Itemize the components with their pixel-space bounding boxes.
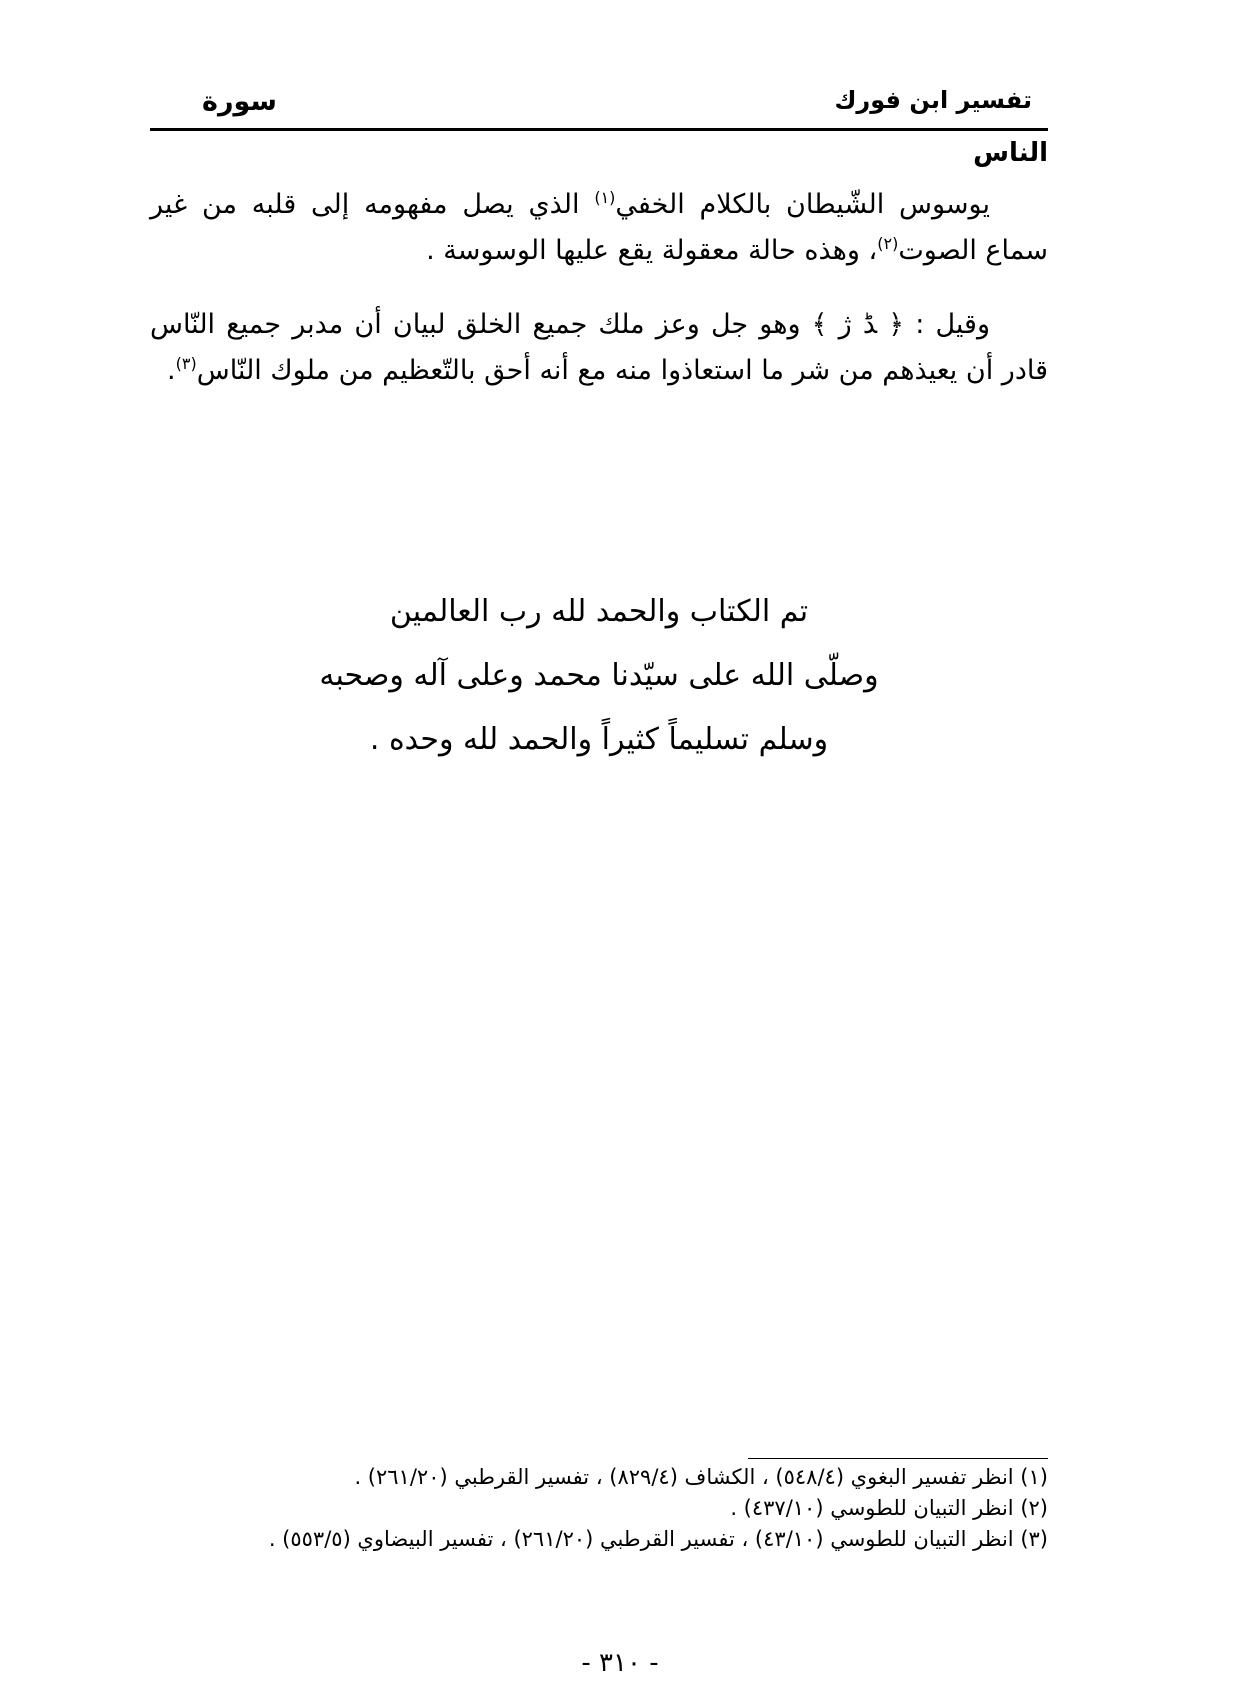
footnotes [148, 1462, 1048, 1555]
footnote-ref-2: (٢) [877, 234, 899, 253]
footnote-3: (٣) انظر التبيان للطوسي (٤٣/١٠) ، تفسير القرطبي (٢٦١/٢٠) ، تفسير البيضاوي (٥٥٣/٥) . [268, 1527, 1048, 1551]
p1-text-a: يوسوس الشّيطان بالكلام الخفي [615, 189, 990, 220]
page-number: - ٣١٠ - [581, 1648, 659, 1678]
surah-name: الناس [973, 138, 1048, 168]
footnote-divider [748, 1458, 1048, 1459]
p2-text-end: . [167, 355, 176, 386]
running-header-surah-label: سورة [202, 86, 277, 117]
p2-text-a: وقيل : ﴿ ﮉ ﮊ ﴾ وهو جل وعز ملك جميع الخلق لبيان أن مدبر جميع النّاس قادر أن يعيذهم من شر ما استعاذوا منه مع أنه أحق بالتّعظيم من ملوك النّاس [150, 309, 1048, 386]
colophon-line-2: وصلّى الله على سيّدنا محمد وعلى آله وصحبه [319, 658, 879, 693]
closing-colophon [150, 580, 1048, 772]
body-paragraph-2 [150, 302, 1048, 394]
footnote-1: (١) انظر تفسير البغوي (٥٤٨/٤) ، الكشاف (٨٢٩/٤) ، تفسير القرطبي (٢٦١/٢٠) . [354, 1465, 1048, 1489]
footnote-2: (٢) انظر التبيان للطوسي (٤٣٧/١٠) . [730, 1496, 1048, 1520]
colophon-line-3: وسلم تسليماً كثيراً والحمد لله وحده . [369, 722, 829, 757]
footnote-ref-3: (٣) [175, 354, 197, 373]
body-paragraph-1 [150, 182, 1048, 274]
p1-text-b: الذي يصل مفهومه إلى قلبه من غير سماع الصوت [150, 189, 1048, 266]
running-header-book-title: تفسير ابن فورك [834, 86, 1032, 114]
header-divider [150, 128, 1048, 131]
footnote-ref-1: (١) [594, 188, 616, 207]
p1-text-c: ، وهذه حالة معقولة يقع عليها الوسوسة . [426, 235, 878, 266]
colophon-line-1: تم الكتاب والحمد لله رب العالمين [389, 594, 809, 629]
